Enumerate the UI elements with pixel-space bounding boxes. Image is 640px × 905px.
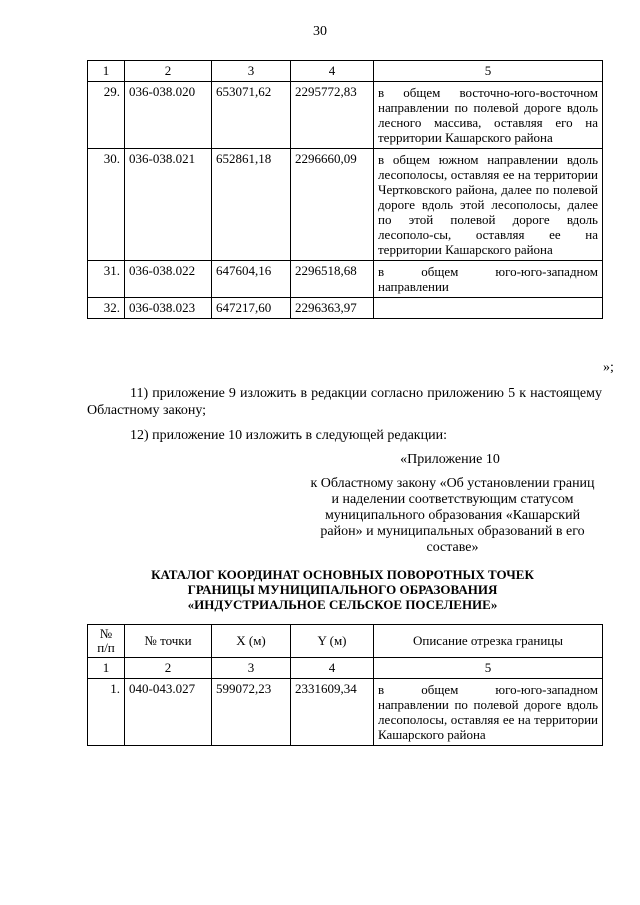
table-row	[88, 298, 603, 319]
segment-description: в общем восточно-юго-восточном направлении по полевой дороге вдоль лесного массива, оставляя его на территории Кашарского района	[374, 82, 603, 149]
x-coordinate: 653071,62	[212, 82, 291, 149]
catalog-heading-line-3: «ИНДУСТРИАЛЬНОЕ СЕЛЬСКОЕ ПОСЕЛЕНИЕ»	[187, 597, 498, 612]
col-header-index-line-1: №	[99, 626, 113, 641]
page-number: 30	[313, 24, 327, 39]
col-number-4: 4	[291, 61, 374, 82]
table-row	[88, 149, 603, 261]
catalog-heading-line-1: КАТАЛОГ КООРДИНАТ ОСНОВНЫХ ПОВОРОТНЫХ ТОЧЕК	[151, 567, 534, 582]
col-header-index	[88, 625, 125, 658]
row-index: 1.	[88, 679, 125, 746]
table-header	[88, 625, 603, 658]
catalog-heading	[60, 567, 625, 612]
table-header-numbers	[88, 61, 603, 82]
paragraph-item-11: 11) приложение 9 изложить в редакции согласно приложению 5 к настоящему Областному закону;	[87, 386, 602, 418]
y-coordinate: 2295772,83	[291, 82, 374, 149]
col-number-3: 3	[212, 658, 291, 679]
x-coordinate: 647217,60	[212, 298, 291, 319]
segment-description	[374, 298, 603, 319]
point-code: 036-038.020	[125, 82, 212, 149]
col-number-1: 1	[88, 658, 125, 679]
row-index: 29.	[88, 82, 125, 149]
x-coordinate: 599072,23	[212, 679, 291, 746]
table-row	[88, 261, 603, 298]
paragraph-item-12: 12) приложение 10 изложить в следующей редакции:	[130, 428, 447, 443]
segment-description: в общем юго-юго-западном направлении	[374, 261, 603, 298]
closing-quote: »;	[603, 360, 614, 375]
col-number-5: 5	[374, 61, 603, 82]
row-index: 32.	[88, 298, 125, 319]
col-header-x: X (м)	[212, 625, 291, 658]
row-index: 30.	[88, 149, 125, 261]
col-header-point: № точки	[125, 625, 212, 658]
catalog-heading-line-2: ГРАНИЦЫ МУНИЦИПАЛЬНОГО ОБРАЗОВАНИЯ	[187, 582, 498, 597]
segment-description: в общем юго-юго-западном направлении по полевой дороге вдоль лесополосы, оставляя ее на территории Кашарского района	[374, 679, 603, 746]
col-number-3: 3	[212, 61, 291, 82]
y-coordinate: 2331609,34	[291, 679, 374, 746]
col-header-y: Y (м)	[291, 625, 374, 658]
row-index: 31.	[88, 261, 125, 298]
point-code: 036-038.023	[125, 298, 212, 319]
col-number-5: 5	[374, 658, 603, 679]
col-header-index-line-2: п/п	[97, 640, 115, 655]
point-code: 036-038.022	[125, 261, 212, 298]
col-number-2: 2	[125, 658, 212, 679]
coordinates-table	[87, 624, 603, 746]
segment-description: в общем южном направлении вдоль лесополосы, оставляя ее на территории Чертковского района, далее по полевой дороге вдоль этой лесополосы, далее по этой полевой дороге вдоль лесополо-сы, оставляя ее на территории Кашарского района	[374, 149, 603, 261]
appendix-reference: к Областному закону «Об установлении границ и наделении соответствующим статусом муниципального образования «Кашарский район» и муниципальных образований в его составе»	[310, 476, 595, 555]
y-coordinate: 2296660,09	[291, 149, 374, 261]
y-coordinate: 2296518,68	[291, 261, 374, 298]
point-code: 036-038.021	[125, 149, 212, 261]
point-code: 040-043.027	[125, 679, 212, 746]
y-coordinate: 2296363,97	[291, 298, 374, 319]
appendix-title: «Приложение 10	[400, 452, 500, 467]
col-number-4: 4	[291, 658, 374, 679]
col-number-1: 1	[88, 61, 125, 82]
table-row	[88, 82, 603, 149]
col-header-description: Описание отрезка границы	[374, 625, 603, 658]
x-coordinate: 647604,16	[212, 261, 291, 298]
table-row	[88, 679, 603, 746]
coordinates-table-continued	[87, 60, 603, 319]
col-number-2: 2	[125, 61, 212, 82]
table-header-numbers	[88, 658, 603, 679]
x-coordinate: 652861,18	[212, 149, 291, 261]
